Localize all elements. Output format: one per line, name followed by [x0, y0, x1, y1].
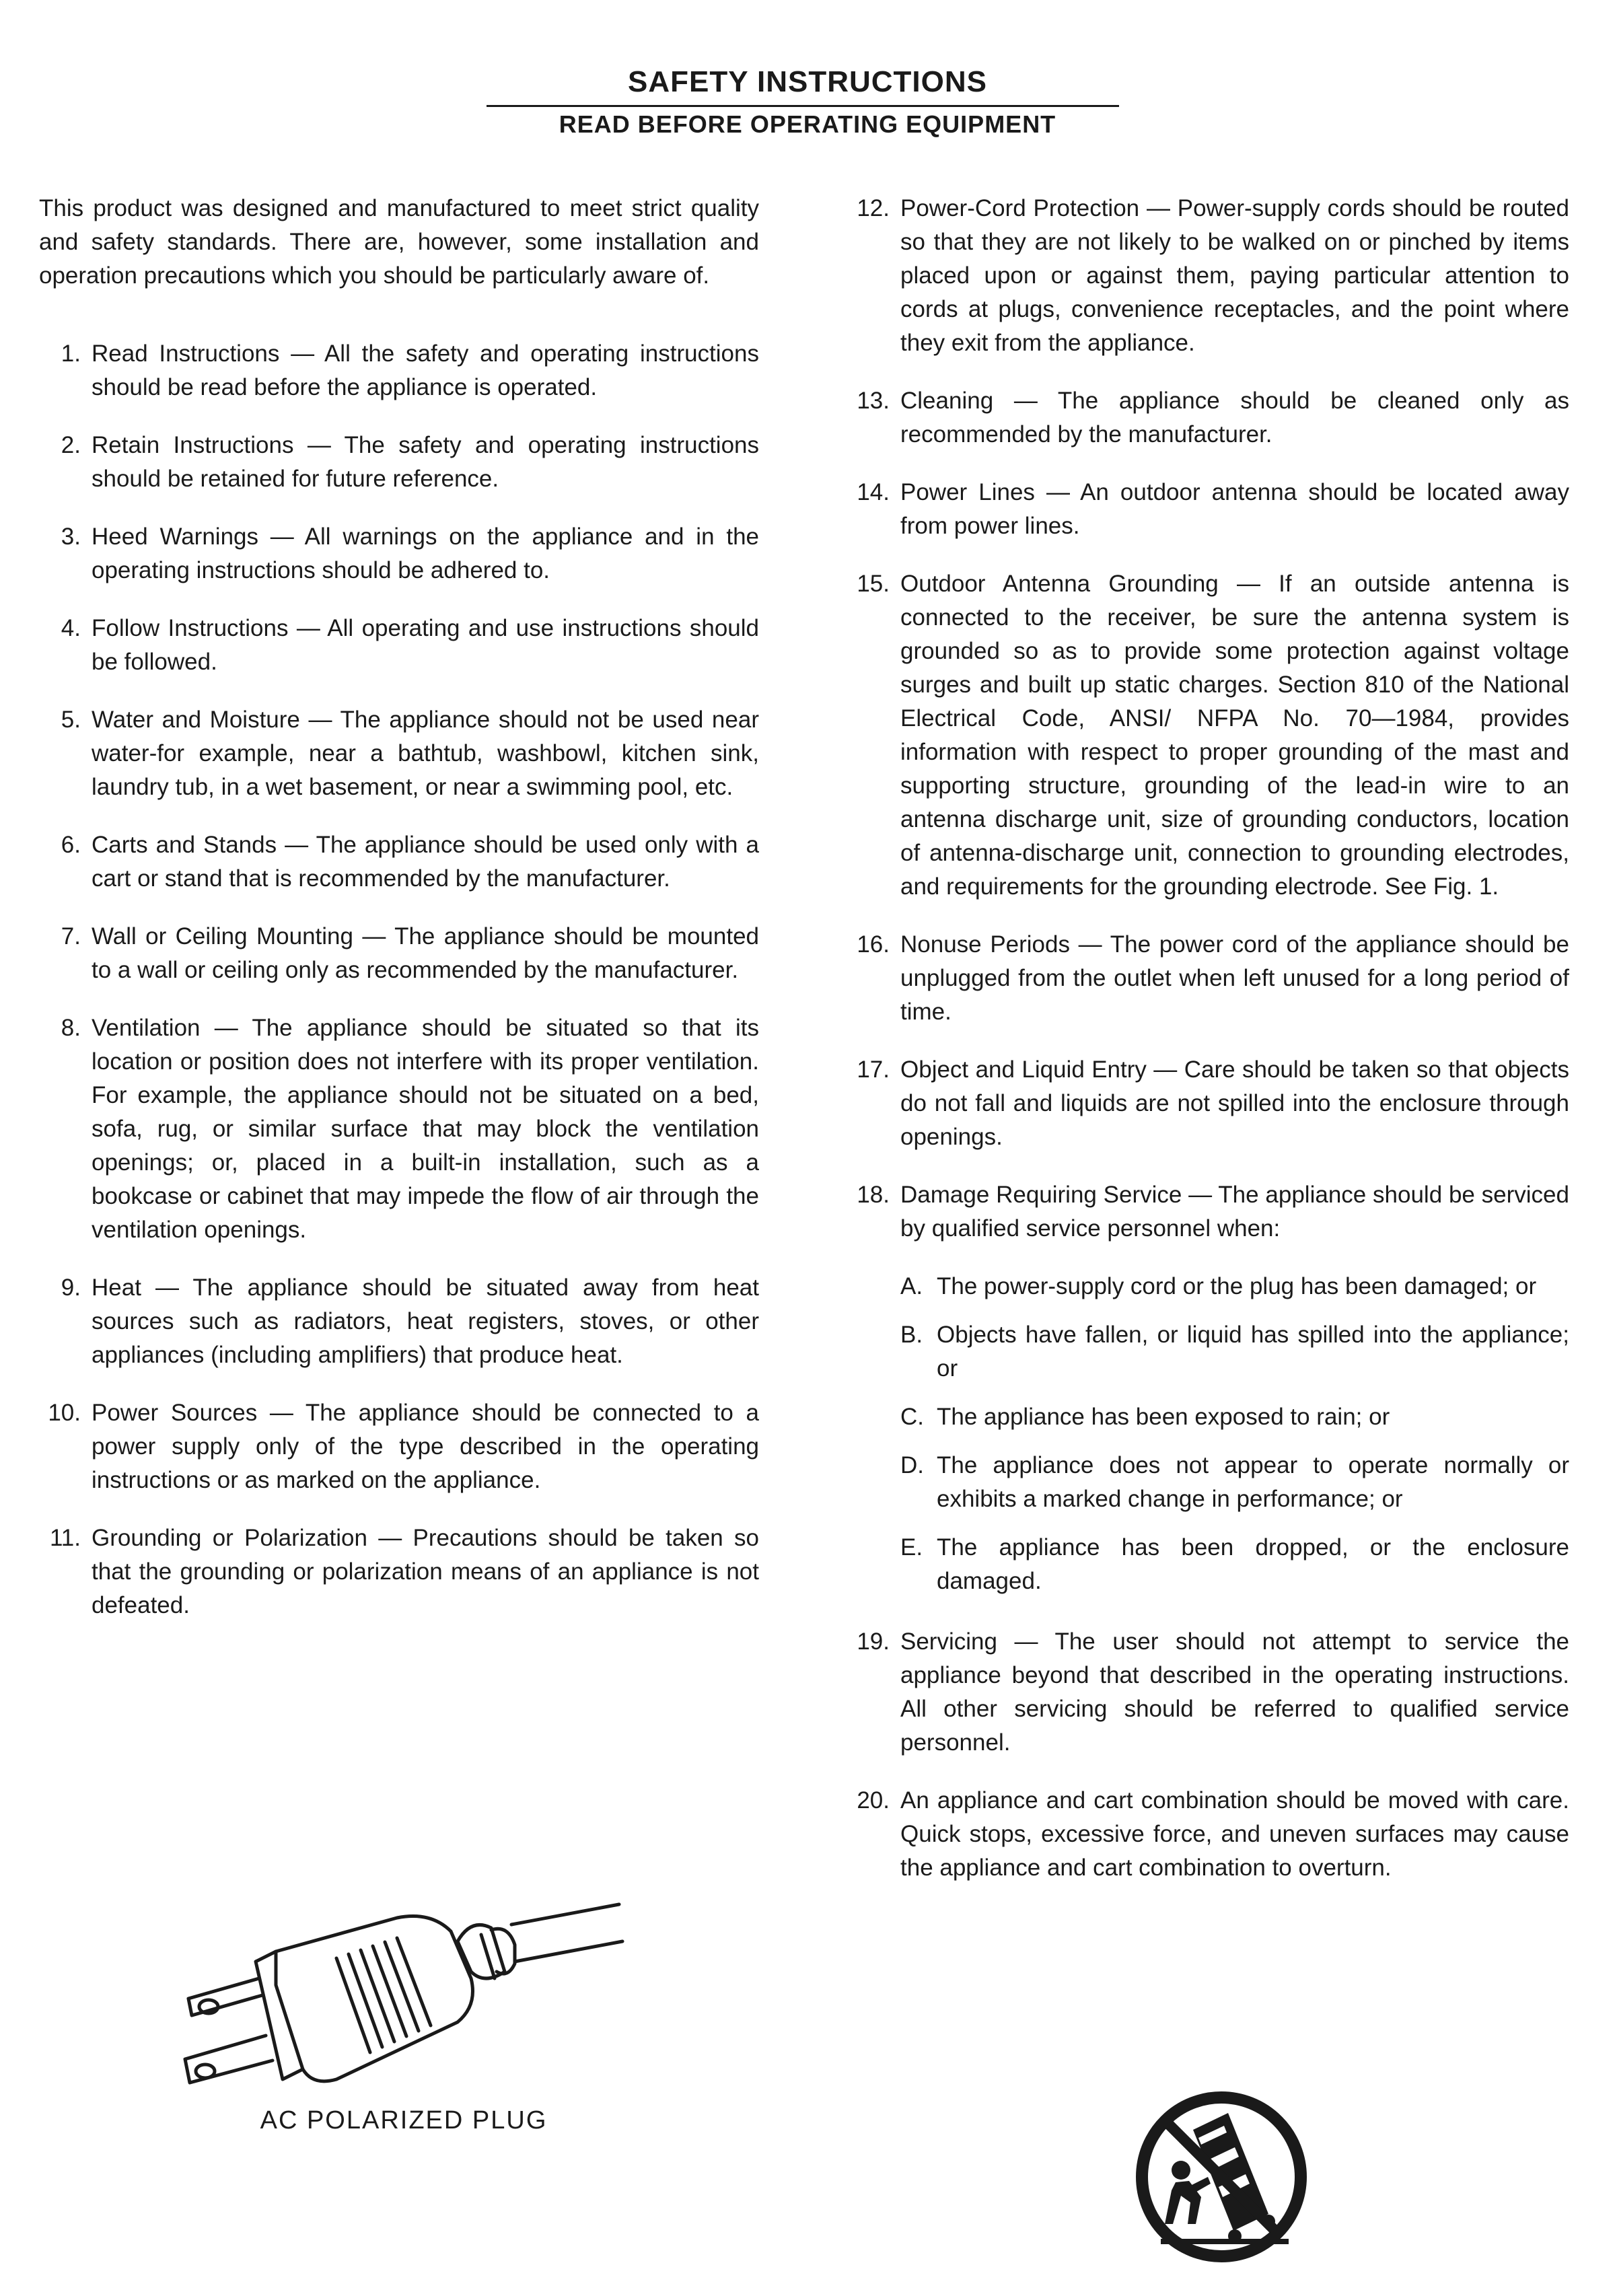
service-condition-text: Objects have fallen, or liquid has spilled into the appliance; or: [937, 1322, 1569, 1382]
instruction-text: Damage Requiring Service — The appliance should be serviced by qualified service personnel when:: [900, 1182, 1569, 1242]
instruction-item: [39, 612, 759, 679]
ac-polarized-plug-icon: [175, 1877, 633, 2120]
instruction-number: 9.: [61, 1275, 81, 1301]
instruction-item: [39, 828, 759, 896]
service-condition-letter: A.: [900, 1273, 923, 1299]
instruction-text: Power-Cord Protection — Power-supply cords should be routed so that they are not likely to be walked on or pinched by items placed upon or against them, paying particular attention to cords at plugs, convenience receptacles, and the point where they exit from the appliance.: [900, 195, 1569, 356]
service-condition-letter: B.: [900, 1322, 923, 1348]
instruction-number: 11.: [49, 1525, 81, 1551]
instruction-number: 2.: [61, 432, 81, 458]
instruction-number: 8.: [61, 1015, 81, 1041]
service-condition-item: [900, 1270, 1569, 1303]
service-condition-item: [900, 1400, 1569, 1434]
right-instruction-list-continued: [849, 1625, 1569, 1885]
instruction-item: [39, 429, 759, 496]
instruction-item: [39, 1271, 759, 1372]
instruction-text: Retain Instructions — The safety and operating instructions should be retained for future reference.: [92, 432, 759, 492]
instruction-text: Heat — The appliance should be situated away from heat sources such as radiators, heat registers, stoves, or other appliances (including amplifiers) that produce heat.: [92, 1275, 759, 1368]
instruction-number: 16.: [857, 931, 890, 958]
instruction-item: [39, 337, 759, 404]
instruction-text: Object and Liquid Entry — Care should be taken so that objects do not fall and liquids are not spilled into the enclosure through openings.: [900, 1056, 1569, 1150]
instruction-text: Power Sources — The appliance should be connected to a power supply only of the type described in the operating instructions or as marked on the appliance.: [92, 1400, 759, 1493]
instruction-text: Follow Instructions — All operating and use instructions should be followed.: [92, 615, 759, 675]
instruction-item: [39, 1521, 759, 1622]
instruction-text: Wall or Ceiling Mounting — The appliance should be mounted to a wall or ceiling only as recommended by the manufacturer.: [92, 923, 759, 983]
instruction-number: 20.: [857, 1787, 890, 1814]
instruction-number: 5.: [61, 707, 81, 733]
instruction-number: 17.: [857, 1056, 890, 1083]
instruction-number: 18.: [857, 1182, 890, 1208]
instruction-item: [849, 1053, 1569, 1154]
left-instruction-list: [39, 337, 759, 1622]
plug-caption: AC POLARIZED PLUG: [260, 2106, 548, 2134]
service-condition-item: [900, 1531, 1569, 1598]
service-condition-text: The appliance does not appear to operate normally or exhibits a marked change in performance; or: [937, 1452, 1569, 1512]
service-condition-text: The appliance has been dropped, or the enclosure damaged.: [937, 1534, 1569, 1594]
service-condition-item: [900, 1449, 1569, 1516]
right-column: [849, 192, 1569, 1909]
service-condition-text: The power-supply cord or the plug has been damaged; or: [937, 1273, 1537, 1299]
instruction-text: Read Instructions — All the safety and operating instructions should be read before the appliance is operated.: [92, 340, 759, 400]
instruction-text: Nonuse Periods — The power cord of the appliance should be unplugged from the outlet when left unused for a long period of time.: [900, 931, 1569, 1025]
instruction-item: [849, 476, 1569, 543]
service-condition-letter: C.: [900, 1404, 924, 1430]
instruction-text: Power Lines — An outdoor antenna should be located away from power lines.: [900, 479, 1569, 539]
instruction-number: 12.: [857, 195, 890, 221]
instruction-item: [849, 384, 1569, 452]
service-condition-text: The appliance has been exposed to rain; or: [937, 1404, 1390, 1430]
page-title: SAFETY INSTRUCTIONS: [627, 65, 987, 98]
instruction-number: 14.: [857, 479, 890, 505]
instruction-number: 4.: [61, 615, 81, 641]
instruction-number: 1.: [61, 340, 81, 367]
title-underline: [487, 105, 1119, 107]
instruction-text: Cleaning — The appliance should be cleaned only as recommended by the manufacturer.: [900, 388, 1569, 447]
instruction-item: [39, 1011, 759, 1247]
instruction-number: 7.: [61, 923, 81, 949]
instruction-text: Ventilation — The appliance should be situated so that its location or position does not interfere with its proper ventilation. For example, the appliance should not be situated on a bed, sofa, rug, or similar surface that may block the ventilation openings; or, placed in a built-in installation, such as a bookcase or cabinet that may impede the flow of air through the ventilation openings.: [92, 1015, 759, 1243]
instruction-text: Carts and Stands — The appliance should be used only with a cart or stand that is recommended by the manufacturer.: [92, 832, 759, 892]
instruction-number: 13.: [857, 388, 890, 414]
instruction-number: 19.: [857, 1628, 890, 1655]
service-condition-letter: E.: [900, 1534, 923, 1560]
service-condition-list: [849, 1270, 1569, 1598]
instruction-number: 6.: [61, 832, 81, 858]
instruction-item: [849, 928, 1569, 1029]
instruction-item: [849, 1784, 1569, 1885]
left-column: [39, 192, 759, 1647]
instruction-item: [849, 1178, 1569, 1246]
page-subtitle: READ BEFORE OPERATING EQUIPMENT: [559, 110, 1056, 138]
instruction-item: [849, 192, 1569, 360]
service-condition-item: [900, 1318, 1569, 1386]
page-header: [0, 62, 1615, 141]
instruction-item: [39, 520, 759, 587]
service-condition-letter: D.: [900, 1452, 924, 1478]
instruction-item: [849, 1625, 1569, 1760]
instruction-number: 10.: [48, 1400, 81, 1426]
intro-paragraph: This product was designed and manufactured to meet strict quality and safety standards. There are, however, some installation and operation precautions which you should be particularly aware of.: [39, 195, 759, 289]
instruction-item: [39, 703, 759, 804]
instruction-text: An appliance and cart combination should be moved with care. Quick stops, excessive force, and uneven surfaces may cause the appliance and cart combination to overturn.: [900, 1787, 1569, 1881]
instruction-text: Grounding or Polarization — Precautions should be taken so that the grounding or polarization means of an appliance is not defeated.: [92, 1525, 759, 1618]
instruction-text: Heed Warnings — All warnings on the appliance and in the operating instructions should be adhered to.: [92, 524, 759, 583]
instruction-text: Servicing — The user should not attempt to service the appliance beyond that described in the operating instructions. All other servicing should be referred to qualified service personnel.: [900, 1628, 1569, 1756]
instruction-number: 3.: [61, 524, 81, 550]
cart-tipover-warning-icon: [1134, 2089, 1309, 2264]
instruction-item: [39, 1396, 759, 1497]
instruction-item: [849, 567, 1569, 904]
instruction-text: Outdoor Antenna Grounding — If an outside antenna is connected to the receiver, be sure the antenna system is grounded so as to provide some protection against voltage surges and built up static charges. Section 810 of the National Electrical Code, ANSI/ NFPA No. 70—1984, provides information with respect to proper grounding of the mast and supporting structure, grounding of the lead-in wire to an antenna discharge unit, size of grounding conductors, location of antenna-discharge unit, connection to grounding electrodes, and requirements for the grounding electrode. See Fig. 1.: [900, 571, 1569, 900]
instruction-text: Water and Moisture — The appliance should not be used near water-for example, near a bathtub, washbowl, kitchen sink, laundry tub, in a wet basement, or near a swimming pool, etc.: [92, 707, 759, 800]
instruction-number: 15.: [857, 571, 890, 597]
instruction-item: [39, 920, 759, 987]
right-instruction-list: [849, 192, 1569, 1246]
